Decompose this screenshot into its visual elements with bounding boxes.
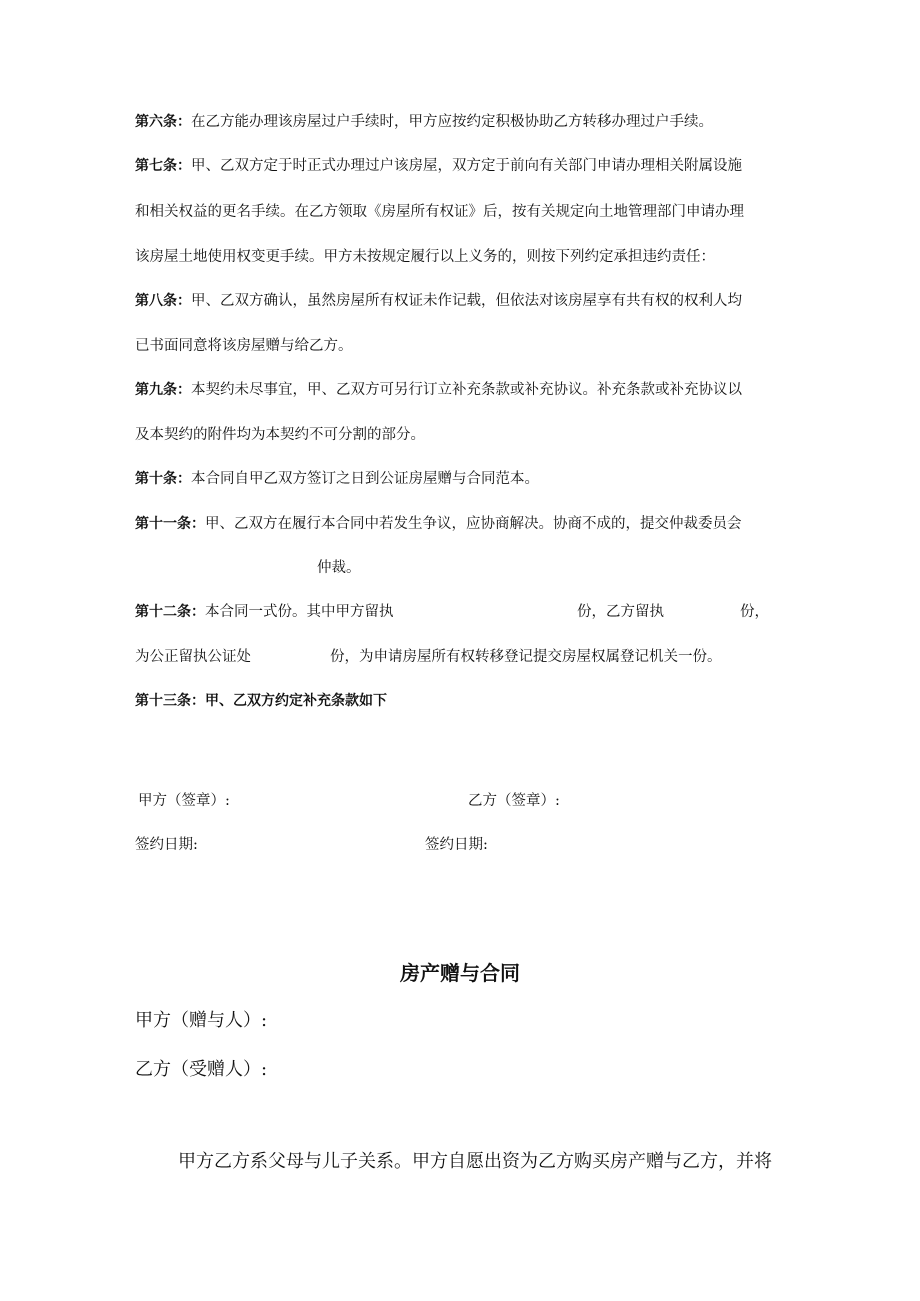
contract-body-line-1: 甲方乙方系父母与儿子关系。甲方自愿出资为乙方购买房产赠与乙方，并将 [178, 1151, 772, 1172]
contract-title: 房产赠与合同 [400, 961, 520, 985]
clause-8-text-1: 甲、乙双方确认，虽然房屋所有权证未作记载，但依法对该房屋享有共有权的权利人均 [191, 293, 742, 309]
clause-7-line-1 [135, 159, 742, 174]
clause-10-label: 第十条： [135, 471, 191, 487]
clause-12-label: 第十二条： [135, 604, 205, 620]
clause-7-line-3: 该房屋土地使用权变更手续。甲方未按规定履行以上义务的，则按下列约定承担违约责任： [135, 249, 715, 265]
clause-9-label: 第九条： [135, 382, 191, 398]
clause-11-line-2: 仲裁。 [317, 560, 361, 576]
party-b-date-label: 签约日期: [425, 837, 488, 853]
clause-13: 第十三条：甲、乙双方约定补充条款如下 [135, 693, 387, 709]
clause-12-text-5: 份，为申请房屋所有权转移登记提交房屋权属登记机关一份。 [330, 649, 722, 665]
clause-7-line-2: 和相关权益的更名手续。在乙方领取《房屋所有权证》后，按有关规定向土地管理部门申请办理 [135, 204, 744, 220]
clause-8-line-2: 已书面同意将该房屋赠与给乙方。 [135, 338, 353, 354]
clause-12-text-4: 为公正留执公证处 [135, 649, 251, 665]
donor-label: 甲方（赠与人）: [135, 1010, 268, 1031]
clause-6-text: 在乙方能办理该房屋过户手续时，甲方应按约定积极协助乙方转移办理过户手续。 [191, 114, 713, 130]
clause-6-label: 第六条： [135, 114, 191, 130]
party-a-date-label: 签约日期: [135, 837, 198, 853]
clause-10-text: 本合同自甲乙双方签订之日到公证房屋赠与合同范本。 [191, 471, 539, 487]
clause-12-text-3: 份， [740, 604, 769, 620]
clause-11-line-1 [135, 517, 742, 532]
clause-11-text-1: 甲、乙双方在履行本合同中若发生争议，应协商解决。协商不成的，提交仲裁委员会 [205, 516, 742, 532]
clause-12-text-1: 本合同一式份。其中甲方留执 [205, 604, 394, 620]
clause-12-text-2: 份，乙方留执 [577, 604, 664, 620]
clause-8-label: 第八条： [135, 293, 191, 309]
clause-8-line-1 [135, 294, 742, 309]
clause-9-text-1: 本契约未尽事宜，甲、乙双方可另行订立补充条款或补充协议。补充条款或补充协议以 [191, 382, 742, 398]
clause-12-line-1 [135, 605, 394, 620]
clause-6 [135, 115, 713, 130]
clause-9-line-1 [135, 383, 742, 398]
party-a-signature-label: 甲方（签章）: [138, 793, 230, 809]
party-b-signature-label: 乙方（签章）: [468, 793, 560, 809]
clause-11-label: 第十一条： [135, 516, 205, 532]
clause-10 [135, 472, 539, 487]
clause-7-label: 第七条： [135, 158, 191, 174]
donee-label: 乙方（受赠人）: [135, 1059, 268, 1080]
clause-9-line-2: 及本契约的附件均为本契约不可分割的部分。 [135, 427, 425, 443]
clause-7-text-1: 甲、乙双方定于时正式办理过户该房屋，双方定于前向有关部门申请办理相关附属设施 [191, 158, 742, 174]
